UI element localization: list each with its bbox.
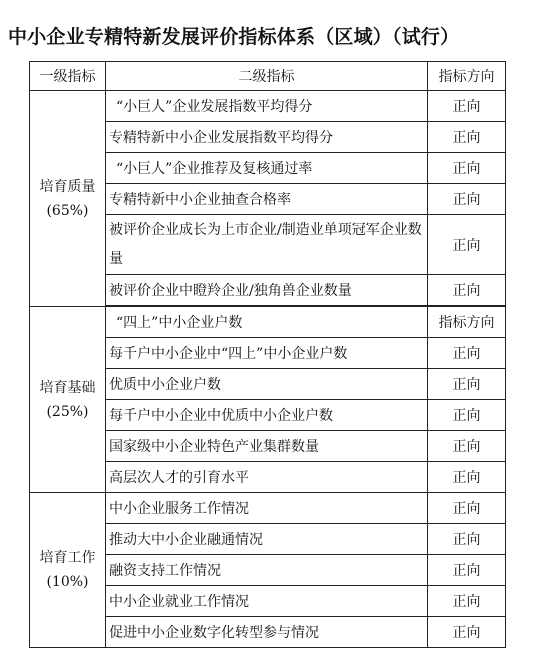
indicator-label: 促进中小企业数字化转型参与情况 [106, 617, 428, 648]
indicator-label: 高层次人才的引育水平 [106, 462, 428, 493]
category-name: 培育工作 [39, 550, 96, 566]
indicator-direction: 正向 [428, 617, 506, 648]
indicator-label: 专精特新中小企业抽查合格率 [106, 184, 428, 215]
table-row [30, 493, 506, 524]
indicator-direction: 正向 [428, 586, 506, 617]
indicator-direction: 正向 [428, 555, 506, 586]
indicator-table [29, 61, 506, 648]
indicator-label: 每千户中小企业中优质中小企业户数 [106, 400, 428, 431]
header-direction: 指标方向 [428, 62, 506, 91]
indicator-direction: 正向 [428, 400, 506, 431]
header-level1: 一级指标 [30, 62, 106, 91]
indicator-label: 中小企业服务工作情况 [106, 493, 428, 524]
category-weight: (10%) [46, 574, 89, 590]
indicator-label: 优质中小企业户数 [106, 369, 428, 400]
category-name: 培育质量 [39, 178, 96, 195]
indicator-label: 中小企业就业工作情况 [106, 586, 428, 617]
document-title: 中小企业专精特新发展评价指标体系（区域）（试行） [8, 26, 460, 48]
indicator-direction: 正向 [428, 184, 506, 215]
indicator-direction: 正向 [428, 493, 506, 524]
indicator-label: “小巨人”企业发展指数平均得分 [106, 91, 428, 122]
indicator-label: 专精特新中小企业发展指数平均得分 [106, 122, 428, 153]
indicator-direction: 正向 [428, 431, 506, 462]
indicator-direction: 正向 [428, 275, 506, 306]
table-header-row [30, 62, 506, 91]
header-level2: 二级指标 [106, 62, 428, 91]
table-row [30, 307, 506, 338]
indicator-label: 融资支持工作情况 [106, 555, 428, 586]
table-row [30, 91, 506, 122]
indicator-direction: 正向 [428, 153, 506, 184]
indicator-label: “小巨人”企业推荐及复核通过率 [106, 153, 428, 184]
category-cell-foundation [30, 307, 106, 493]
indicator-direction: 正向 [428, 338, 506, 369]
category-name: 培育基础 [39, 379, 96, 396]
indicator-label: 推动大中小企业融通情况 [106, 524, 428, 555]
indicator-direction: 正向 [428, 369, 506, 400]
indicator-label: 被评价企业中瞪羚企业/独角兽企业数量 [106, 275, 428, 306]
category-cell-quality [30, 91, 106, 307]
category-weight: (65%) [46, 202, 89, 219]
indicator-direction: 正向 [428, 524, 506, 555]
indicator-label: 国家级中小企业特色产业集群数量 [106, 431, 428, 462]
category-weight: (25%) [46, 403, 89, 420]
indicator-direction: 正向 [428, 462, 506, 493]
indicator-direction: 正向 [428, 122, 506, 153]
category-cell-work [30, 493, 106, 648]
indicator-label: “四上”中小企业户数 [106, 307, 428, 338]
indicator-label: 被评价企业成长为上市企业/制造业单项冠军企业数量 [106, 215, 428, 275]
indicator-direction: 正向 [428, 215, 506, 275]
indicator-direction: 正向 [428, 91, 506, 122]
indicator-direction: 指标方向 [428, 307, 506, 338]
indicator-label: 每千户中小企业中“四上”中小企业户数 [106, 338, 428, 369]
